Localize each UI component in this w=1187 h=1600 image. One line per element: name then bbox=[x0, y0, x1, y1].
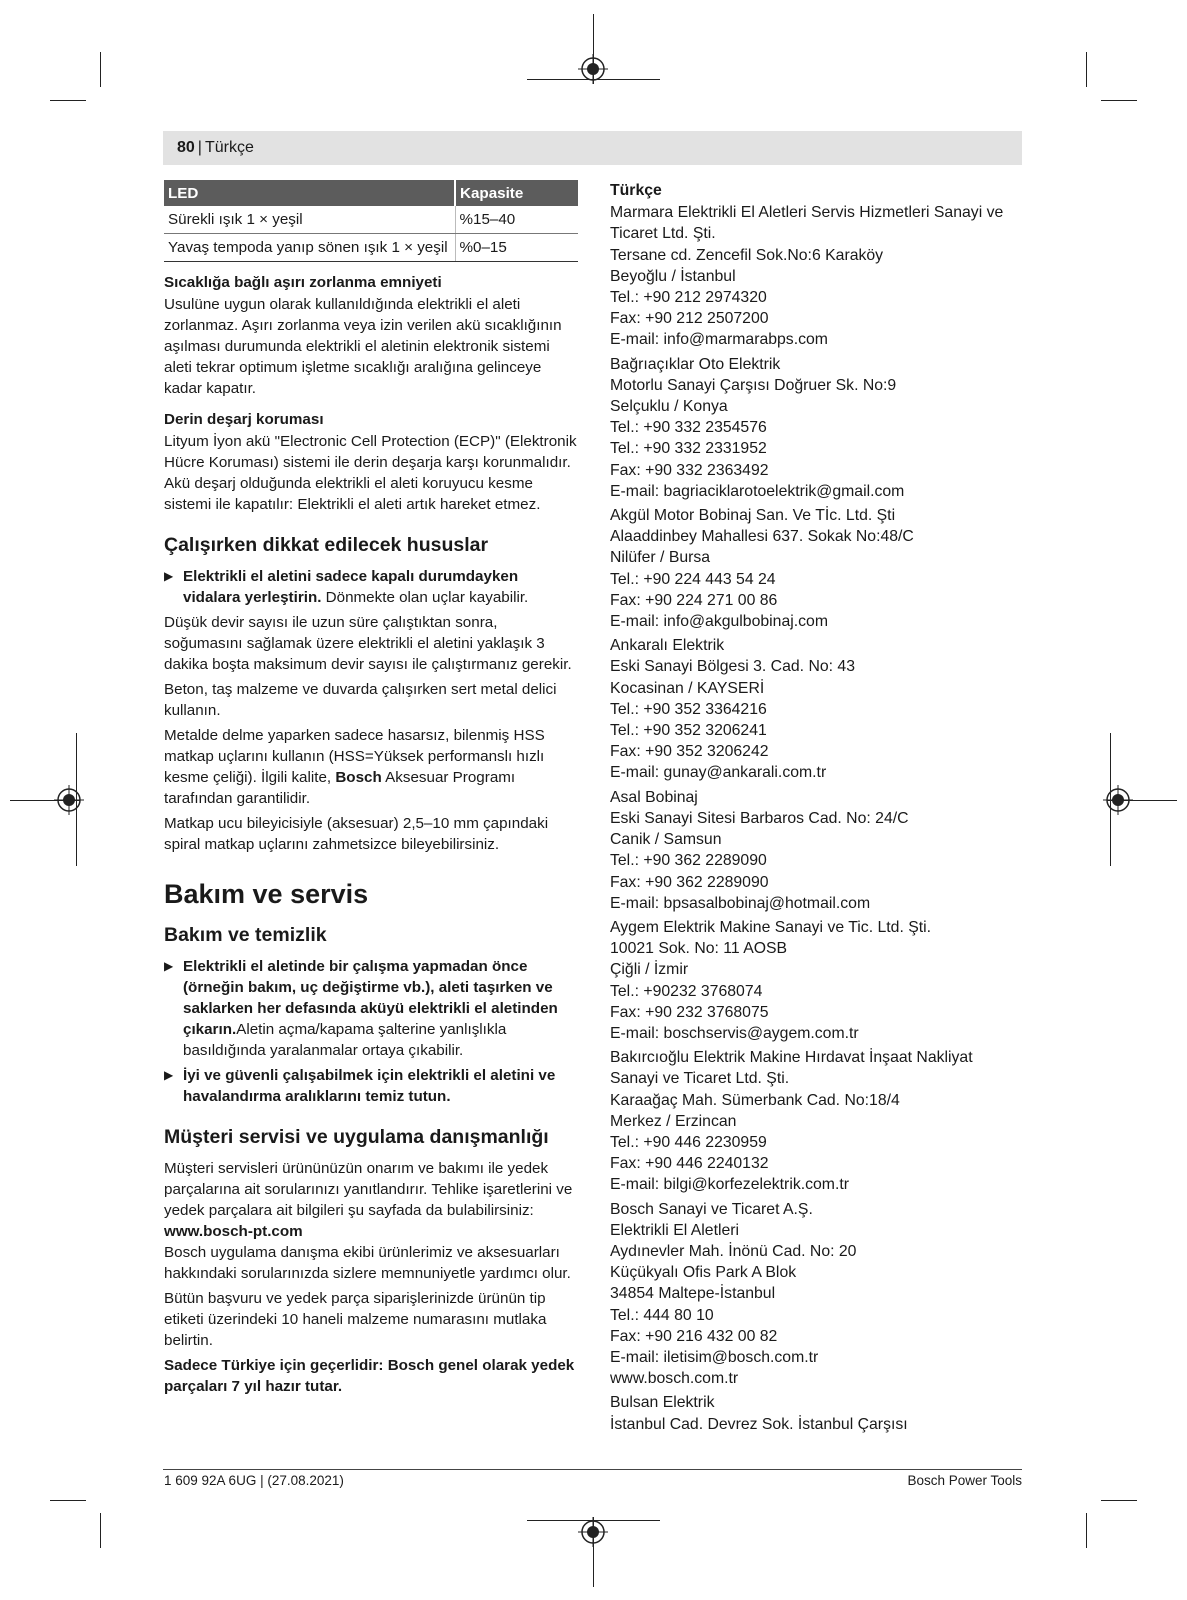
bullet-triangle-icon: ▶ bbox=[164, 1068, 174, 1082]
contact-line[interactable]: E-mail: bagriaciklarotoelektrik@gmail.com bbox=[610, 482, 905, 500]
contact-block bbox=[610, 917, 1022, 1044]
contact-line: Tel.: 444 80 10 bbox=[610, 1306, 714, 1324]
contact-line: Fax: +90 332 2363492 bbox=[610, 461, 769, 479]
contact-line: Çiğli / İzmir bbox=[610, 961, 689, 979]
customer-service-heading: Müşteri servisi ve uygulama danışmanlığı bbox=[164, 1126, 549, 1148]
working-p3-a: Metalde delme yaparken sadece hasarsız, bilenmiş HSS matkap uçlarını kullanın (HSS=Yüksek performanslı hızlı kesme çeliği). İlgili kalite, bbox=[164, 727, 545, 786]
contact-line: Tel.: +90 212 2974320 bbox=[610, 289, 767, 307]
contact-line: Eski Sanayi Bölgesi 3. Cad. No: 43 bbox=[610, 658, 855, 676]
contact-line: Fax: +90 352 3206242 bbox=[610, 743, 769, 761]
table-row bbox=[164, 206, 578, 234]
table-cell: %0–15 bbox=[455, 234, 578, 262]
working-paragraph bbox=[164, 725, 578, 809]
contact-line: Canik / Samsun bbox=[610, 831, 722, 849]
contact-line: Kocasinan / KAYSERİ bbox=[610, 679, 765, 697]
contact-line: Fax: +90 446 2240132 bbox=[610, 1155, 769, 1173]
table-cell: %15–40 bbox=[455, 206, 578, 234]
footer-divider bbox=[163, 1469, 1022, 1470]
contact-line: Tel.: +90 332 2331952 bbox=[610, 440, 767, 458]
contact-line: Karaağaç Mah. Sümerbank Cad. No:18/4 bbox=[610, 1091, 900, 1109]
crop-mark bbox=[1101, 1500, 1137, 1501]
contact-line: Tel.: +90 332 2354576 bbox=[610, 419, 767, 437]
contact-line: Fax: +90 216 432 00 82 bbox=[610, 1327, 778, 1345]
contact-line: Aydınevler Mah. İnönü Cad. No: 20 bbox=[610, 1242, 857, 1260]
contact-line[interactable]: E-mail: bpsasalbobinaj@hotmail.com bbox=[610, 894, 871, 912]
care-bullet-text: Aletin açma/kapama şalterine yanlışlıkla basıldığında yaralanmalar ortaya çıkabilir. bbox=[183, 1021, 507, 1059]
contact-line: 10021 Sok. No: 11 AOSB bbox=[610, 940, 788, 958]
working-bullet bbox=[164, 566, 578, 608]
working-bullet-bold: Elektrikli el aletini sadece kapalı durumdayken vidalara yerleştirin. bbox=[183, 568, 519, 606]
contact-line: Tel.: +90 352 3206241 bbox=[610, 722, 767, 740]
crop-mark bbox=[50, 1500, 86, 1501]
contact-line: Marmara Elektrikli El Aletleri Servis Hizmetleri Sanayi ve Ticaret Ltd. Şti. bbox=[610, 204, 1004, 243]
contact-block bbox=[610, 635, 1022, 783]
table-header-led: LED bbox=[164, 180, 455, 206]
contact-line: Bulsan Elektrik bbox=[610, 1394, 715, 1412]
deep-discharge-heading: Derin deşarj koruması bbox=[164, 411, 324, 428]
header-separator: | bbox=[197, 139, 202, 156]
contact-line: Motorlu Sanayi Çarşısı Doğruer Sk. No:9 bbox=[610, 376, 897, 394]
contact-line: Ankaralı Elektrik bbox=[610, 637, 725, 655]
registration-mark-icon bbox=[578, 54, 608, 84]
contact-line: Tel.: +90 352 3364216 bbox=[610, 700, 767, 718]
contact-line: Fax: +90 224 271 00 86 bbox=[610, 591, 778, 609]
contact-line: Elektrikli El Aletleri bbox=[610, 1221, 740, 1239]
crop-mark bbox=[1086, 52, 1087, 87]
contact-line[interactable]: E-mail: gunay@ankarali.com.tr bbox=[610, 764, 827, 782]
registration-mark-icon bbox=[578, 1517, 608, 1547]
care-bullet bbox=[164, 1065, 578, 1107]
contact-line: Tel.: +90 446 2230959 bbox=[610, 1133, 767, 1151]
contact-line: Fax: +90 212 2507200 bbox=[610, 310, 769, 328]
crop-mark bbox=[100, 1513, 101, 1548]
contact-line: Tel.: +90 362 2289090 bbox=[610, 852, 767, 870]
contact-line[interactable]: E-mail: bilgi@korfezelektrik.com.tr bbox=[610, 1176, 849, 1194]
contact-line: Eski Sanayi Sitesi Barbaros Cad. No: 24/C bbox=[610, 809, 909, 827]
contact-block bbox=[610, 354, 1022, 502]
contact-line: Tel.: +90232 3768074 bbox=[610, 982, 763, 1000]
deep-discharge-text: Lityum İyon akü "Electronic Cell Protection (ECP)" (Elektronik Hücre Koruması) sistemi ile derin deşarja karşı korunmalıdır. Akü deşarj olduğunda elektrikli el aleti koruyucu kesme sistemi ile kapatılır: Elektrikli el aleti artık hareket etmez. bbox=[164, 433, 577, 513]
contact-line: 34854 Maltepe-İstanbul bbox=[610, 1285, 776, 1303]
contact-line[interactable]: E-mail: info@akgulbobinaj.com bbox=[610, 613, 828, 631]
working-tips-heading: Çalışırken dikkat edilecek hususlar bbox=[164, 534, 489, 556]
footer-brand: Bosch Power Tools bbox=[907, 1473, 1022, 1488]
working-p3-bold: Bosch bbox=[335, 769, 382, 786]
contact-line: Aygem Elektrik Makine Sanayi ve Tic. Ltd. Şti. bbox=[610, 918, 932, 936]
customer-paragraph: Bosch uygulama danışma ekibi ürünlerimiz ve aksesuarları hakkındaki sorularınızda sizlere memnuniyetle yardımcı olur. bbox=[164, 1244, 571, 1282]
contact-line: Beyoğlu / İstanbul bbox=[610, 267, 736, 285]
care-bullet-bold: İyi ve güvenli çalışabilmek için elektrikli el aletini ve havalandırma aralıklarını temiz tutun. bbox=[183, 1067, 556, 1105]
table-cell: Sürekli ışık 1 × yeşil bbox=[164, 206, 455, 234]
table-header-row bbox=[164, 180, 578, 206]
bullet-triangle-icon: ▶ bbox=[164, 569, 174, 583]
contact-line: Akgül Motor Bobinaj San. Ve Tİc. Ltd. Şti bbox=[610, 507, 896, 525]
contact-line: Tersane cd. Zencefil Sok.No:6 Karaköy bbox=[610, 246, 884, 264]
care-bullet-bold: Elektrikli el aletinde bir çalışma yapmadan önce (örneğin bakım, uç değiştirme vb.), aleti taşırken ve saklarken her defasında aküyü elektrikli el aletinden çıkarın. bbox=[183, 958, 558, 1038]
working-bullet-text: Dönmekte olan uçlar kayabilir. bbox=[321, 589, 529, 606]
contact-line: Nilüfer / Bursa bbox=[610, 549, 711, 567]
bullet-triangle-icon: ▶ bbox=[164, 959, 174, 973]
contact-block bbox=[610, 787, 1022, 914]
contact-line: Bağrıaçıklar Oto Elektrik bbox=[610, 355, 781, 373]
contact-line: Merkez / Erzincan bbox=[610, 1112, 737, 1130]
footer-doc-number: 1 609 92A 6UG | (27.08.2021) bbox=[164, 1473, 344, 1488]
table-row bbox=[164, 234, 578, 262]
contact-line: İstanbul Cad. Devrez Sok. İstanbul Çarşısı bbox=[610, 1415, 908, 1433]
crop-mark bbox=[1101, 100, 1137, 101]
page-number: 80 bbox=[177, 139, 195, 156]
contact-line: Fax: +90 362 2289090 bbox=[610, 873, 769, 891]
contacts-list bbox=[610, 202, 1022, 1435]
contacts-heading: Türkçe bbox=[610, 182, 662, 199]
contact-line: Tel.: +90 224 443 54 24 bbox=[610, 570, 776, 588]
contact-line: Küçükyalı Ofis Park A Blok bbox=[610, 1264, 797, 1282]
working-paragraph: Düşük devir sayısı ile uzun süre çalıştıktan sonra, soğumasını sağlamak üzere elektrikli el aletini yaklaşık 3 dakika boşta maksimum devir sayısı ile çalıştırmanız gerekir. bbox=[164, 614, 572, 673]
customer-paragraph: Müşteri servisleri ürününüzün onarım ve bakımı ile yedek parçalarına ait sorularınızı yanıtlandırır. Tehlike işaretlerini ve yedek parçalara ait bilgileri şu sayfada da bulabilirsiniz: bbox=[164, 1160, 573, 1219]
contact-line[interactable]: E-mail: boschservis@aygem.com.tr bbox=[610, 1024, 859, 1042]
contact-line: Selçuklu / Konya bbox=[610, 398, 728, 416]
contact-block bbox=[610, 202, 1022, 350]
contact-block bbox=[610, 505, 1022, 632]
crop-mark bbox=[50, 100, 86, 101]
header-language: Türkçe bbox=[204, 139, 254, 156]
crop-mark bbox=[100, 52, 101, 87]
working-paragraph: Beton, taş malzeme ve duvarda çalışırken sert metal delici kullanın. bbox=[164, 681, 557, 719]
contact-block bbox=[610, 1199, 1022, 1390]
care-bullet bbox=[164, 956, 578, 1061]
contact-line[interactable]: www.bosch.com.tr bbox=[610, 1370, 739, 1388]
working-paragraph: Matkap ucu bileyicisiyle (aksesuar) 2,5–10 mm çapındaki spiral matkap uçlarını zahmetsizce bileyebilirsiniz. bbox=[164, 815, 549, 853]
led-table bbox=[164, 180, 578, 262]
registration-mark-icon bbox=[1103, 785, 1133, 815]
crop-mark bbox=[1086, 1513, 1087, 1548]
customer-paragraph-bold: Sadece Türkiye için geçerlidir: Bosch genel olarak yedek parçaları 7 yıl hazır tutar. bbox=[164, 1357, 575, 1395]
contact-line: Bakırcıoğlu Elektrik Makine Hırdavat İnşaat Nakliyat Sanayi ve Ticaret Ltd. Şti. bbox=[610, 1049, 973, 1088]
contact-line: Asal Bobinaj bbox=[610, 788, 698, 806]
service-heading: Bakım ve servis bbox=[164, 879, 369, 909]
contact-line: Fax: +90 232 3768075 bbox=[610, 1003, 769, 1021]
contact-line: Alaaddinbey Mahallesi 637. Sokak No:48/C bbox=[610, 528, 914, 546]
customer-paragraph: Bütün başvuru ve yedek parça siparişlerinizde ürünün tip etiketi üzerindeki 10 haneli malzeme numarasını mutlaka belirtin. bbox=[164, 1290, 547, 1349]
registration-mark-icon bbox=[54, 785, 84, 815]
contact-block bbox=[610, 1047, 1022, 1195]
care-heading: Bakım ve temizlik bbox=[164, 924, 327, 946]
overheat-text: Usulüne uygun olarak kullanıldığında elektrikli el aleti zorlanmaz. Aşırı zorlanma veya izin verilen akü sıcaklığının aşılması durumunda elektrikli el aletinin elektronik sistemi aleti tekrar optimum işletme sıcaklığı aralığına gelinceye kadar kapatır. bbox=[164, 296, 562, 397]
overheat-heading: Sıcaklığa bağlı aşırı zorlanma emniyeti bbox=[164, 274, 442, 291]
page-header bbox=[163, 131, 1022, 165]
contact-line[interactable]: E-mail: info@marmarabps.com bbox=[610, 331, 828, 349]
right-column bbox=[610, 180, 1022, 1438]
left-column bbox=[164, 180, 578, 1401]
table-header-capacity: Kapasite bbox=[455, 180, 578, 206]
contact-line[interactable]: E-mail: iletisim@bosch.com.tr bbox=[610, 1348, 819, 1366]
customer-url[interactable]: www.bosch-pt.com bbox=[164, 1223, 303, 1240]
contact-block bbox=[610, 1392, 1022, 1434]
table-cell: Yavaş tempoda yanıp sönen ışık 1 × yeşil bbox=[164, 234, 455, 262]
contact-line: Bosch Sanayi ve Ticaret A.Ş. bbox=[610, 1200, 813, 1218]
working-p3-b: Aksesuar Programı tarafından garantilidir. bbox=[164, 769, 516, 807]
